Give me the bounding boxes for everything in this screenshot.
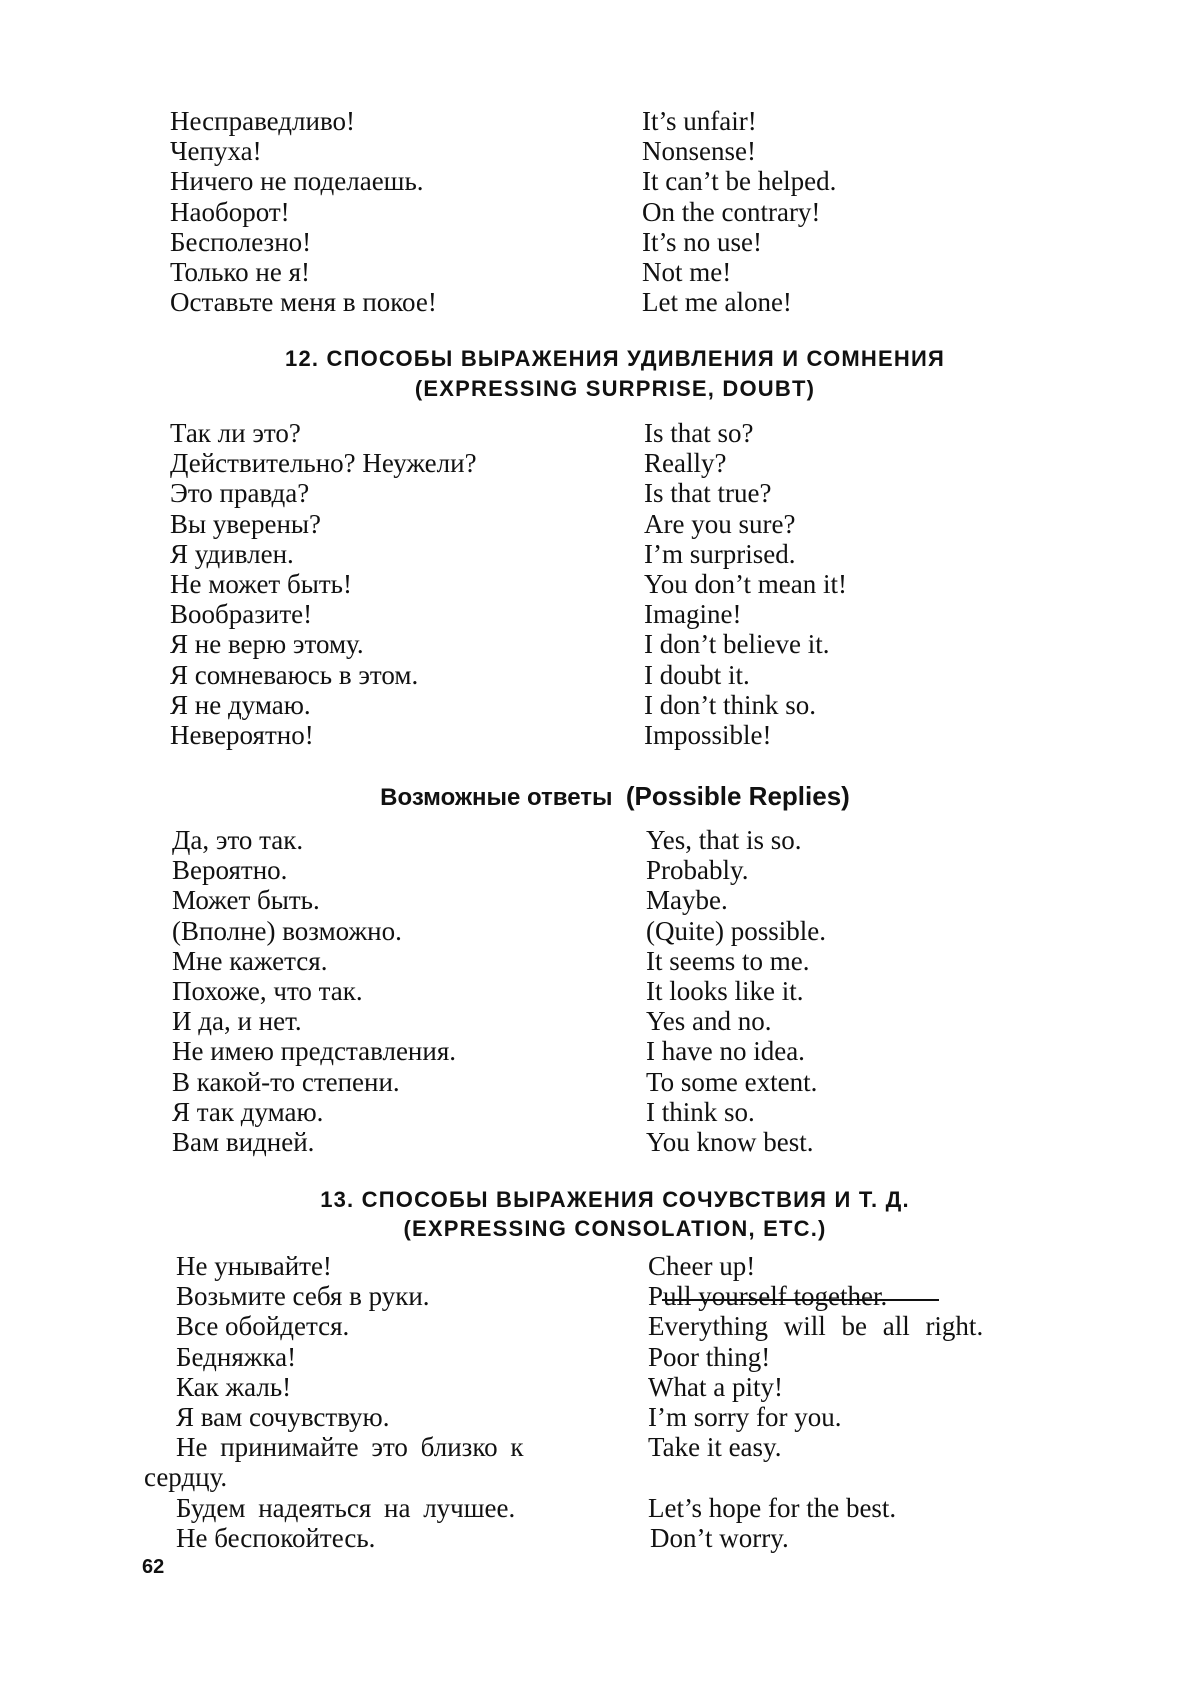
phrase-row	[176, 1402, 1056, 1432]
russian-phrase: Мне кажется.	[172, 945, 328, 976]
english-phrase: On the contrary!	[642, 196, 821, 227]
page-number: 62	[142, 1556, 165, 1578]
section-12-title: 12. СПОСОБЫ ВЫРАЖЕНИЯ УДИВЛЕНИЯ И СОМНЕНИЯ	[285, 346, 945, 371]
english-phrase: Is that so?	[644, 418, 754, 448]
phrase-row	[176, 1311, 1056, 1341]
phrase-row	[170, 136, 930, 166]
phrase-row	[170, 197, 930, 227]
section-12-subtitle: (EXPRESSING SURPRISE, DOUBT)	[414, 376, 816, 401]
russian-phrase: Так ли это?	[170, 418, 301, 448]
russian-phrase: Бедняжка!	[176, 1341, 297, 1372]
russian-phrase: Бесполезно!	[170, 226, 312, 257]
russian-phrase: Может быть.	[172, 885, 320, 916]
russian-phrase: Я удивлен.	[170, 538, 294, 569]
russian-phrase: Как жаль!	[176, 1371, 292, 1402]
english-phrase: You don’t mean it!	[644, 568, 848, 599]
phrase-row	[170, 227, 930, 257]
english-phrase: I’m sorry for you.	[648, 1401, 842, 1432]
english-phrase: I don’t think so.	[644, 689, 817, 720]
russian-phrase: сердцу.	[144, 1462, 228, 1493]
phrase-row	[176, 1281, 1056, 1311]
english-phrase: I don’t believe it.	[644, 629, 830, 660]
english-phrase: Maybe.	[646, 885, 728, 916]
phrase-row	[176, 1432, 1056, 1462]
russian-phrase: Возьмите себя в руки.	[176, 1281, 430, 1312]
english-phrase: Nonsense!	[642, 136, 756, 167]
russian-phrase: Не беспокойтесь.	[176, 1522, 376, 1553]
phrase-row	[176, 1523, 1056, 1553]
russian-phrase: Ничего не поделаешь.	[170, 166, 424, 197]
english-phrase: Probably.	[646, 855, 749, 886]
phrase-row	[144, 1462, 1056, 1493]
phrase-row	[176, 1342, 1056, 1372]
section-13-title: 13. СПОСОБЫ ВЫРАЖЕНИЯ СОЧУВСТВИЯ И Т. Д.	[320, 1187, 910, 1212]
russian-phrase: Оставьте меня в покое!	[170, 287, 437, 318]
phrase-row	[176, 1372, 1056, 1402]
phrase-row	[170, 509, 930, 539]
phrase-list-2	[170, 418, 930, 750]
phrase-list-4	[144, 1251, 1056, 1553]
russian-phrase: Я так думаю.	[172, 1096, 324, 1127]
russian-phrase: Вы уверены?	[170, 508, 322, 539]
english-phrase: Not me!	[642, 256, 732, 287]
english-phrase: It looks like it.	[646, 975, 804, 1006]
russian-phrase: (Вполне) возможно.	[172, 915, 402, 946]
russian-phrase: Действительно? Неужели?	[170, 448, 477, 479]
section-13-subtitle: (EXPRESSING CONSOLATION, ETC.)	[403, 1216, 827, 1241]
phrase-row	[170, 569, 930, 599]
english-phrase: Yes and no.	[646, 1006, 772, 1037]
english-phrase: Really?	[644, 448, 727, 479]
phrase-row	[170, 720, 930, 750]
phrase-row	[176, 1493, 1056, 1523]
russian-phrase: Несправедливо!	[170, 106, 356, 136]
english-phrase: Let me alone!	[642, 287, 792, 318]
english-phrase: Imagine!	[644, 599, 742, 630]
phrase-row	[170, 539, 930, 569]
phrase-row	[170, 690, 930, 720]
phrase-row	[172, 855, 932, 885]
english-phrase: Cheer up!	[648, 1251, 756, 1281]
english-phrase: What a pity!	[648, 1371, 783, 1402]
russian-phrase: Я сомневаюсь в этом.	[170, 659, 419, 690]
phrase-row	[170, 599, 930, 629]
english-phrase: I doubt it.	[644, 659, 750, 690]
english-phrase: Poor thing!	[648, 1341, 771, 1372]
english-phrase: Everything will be all right.	[648, 1311, 984, 1342]
replies-subheading-ru: Возможные ответы	[380, 784, 613, 811]
phrase-row	[170, 660, 930, 690]
english-phrase: I have no idea.	[646, 1036, 805, 1067]
english-phrase: It seems to me.	[646, 945, 810, 976]
phrase-row	[170, 448, 930, 478]
russian-phrase: В какой-то степени.	[172, 1066, 400, 1097]
english-phrase: Pull yourself together.	[648, 1281, 888, 1312]
english-phrase: It’s unfair!	[642, 106, 757, 136]
russian-phrase: Я не верю этому.	[170, 629, 364, 660]
phrase-row	[170, 106, 930, 136]
english-phrase: To some extent.	[646, 1066, 818, 1097]
english-phrase: Impossible!	[644, 719, 772, 750]
english-phrase: Let’s hope for the best.	[648, 1492, 897, 1523]
russian-phrase: Вообразите!	[170, 599, 313, 630]
russian-phrase: Не принимайте это близко к	[176, 1432, 524, 1463]
english-phrase: Yes, that is so.	[646, 825, 802, 855]
phrase-list-3	[172, 825, 932, 1157]
russian-phrase: Чепуха!	[170, 136, 262, 167]
phrase-row	[172, 1127, 932, 1157]
russian-phrase: Не может быть!	[170, 568, 352, 599]
russian-phrase: Наоборот!	[170, 196, 290, 227]
russian-phrase: Не унывайте!	[176, 1251, 332, 1281]
english-phrase: Don’t worry.	[650, 1522, 789, 1553]
phrase-row	[172, 946, 932, 976]
english-phrase: I’m surprised.	[644, 538, 796, 569]
english-phrase: Is that true?	[644, 478, 772, 509]
russian-phrase: Только не я!	[170, 256, 310, 287]
russian-phrase: Похоже, что так.	[172, 975, 363, 1006]
russian-phrase: Вам видней.	[172, 1126, 315, 1157]
phrase-row	[172, 916, 932, 946]
english-phrase: You know best.	[646, 1126, 814, 1157]
phrase-row	[170, 418, 930, 448]
phrase-row	[172, 1036, 932, 1066]
phrase-row	[170, 257, 930, 287]
russian-phrase: Я не думаю.	[170, 689, 311, 720]
phrase-row	[172, 885, 932, 915]
phrase-list-1	[170, 106, 930, 317]
phrase-row	[172, 825, 932, 855]
russian-phrase: Все обойдется.	[176, 1311, 350, 1342]
phrase-row	[170, 287, 930, 317]
russian-phrase: Будем надеяться на лучшее.	[176, 1492, 516, 1523]
russian-phrase: Я вам сочувствую.	[176, 1401, 390, 1432]
russian-phrase: Вероятно.	[172, 855, 288, 886]
english-phrase: I think so.	[646, 1096, 755, 1127]
russian-phrase: Это правда?	[170, 478, 310, 509]
replies-subheading-en: (Possible Replies)	[625, 781, 850, 811]
phrase-row	[170, 166, 930, 196]
replies-subheading	[0, 781, 1190, 813]
phrase-row	[172, 1006, 932, 1036]
english-phrase: Are you sure?	[644, 508, 796, 539]
english-phrase: Take it easy.	[648, 1432, 782, 1463]
russian-phrase: И да, и нет.	[172, 1006, 302, 1037]
phrase-row	[172, 1097, 932, 1127]
phrase-row	[170, 478, 930, 508]
phrase-row	[172, 976, 932, 1006]
english-phrase: (Quite) possible.	[646, 915, 826, 946]
phrase-row	[172, 1067, 932, 1097]
russian-phrase: Да, это так.	[172, 825, 304, 855]
russian-phrase: Невероятно!	[170, 719, 314, 750]
phrase-row	[170, 629, 930, 659]
english-phrase: It’s no use!	[642, 226, 762, 257]
russian-phrase: Не имею представления.	[172, 1036, 457, 1067]
phrase-row	[176, 1251, 1056, 1281]
english-phrase: It can’t be helped.	[642, 166, 837, 197]
